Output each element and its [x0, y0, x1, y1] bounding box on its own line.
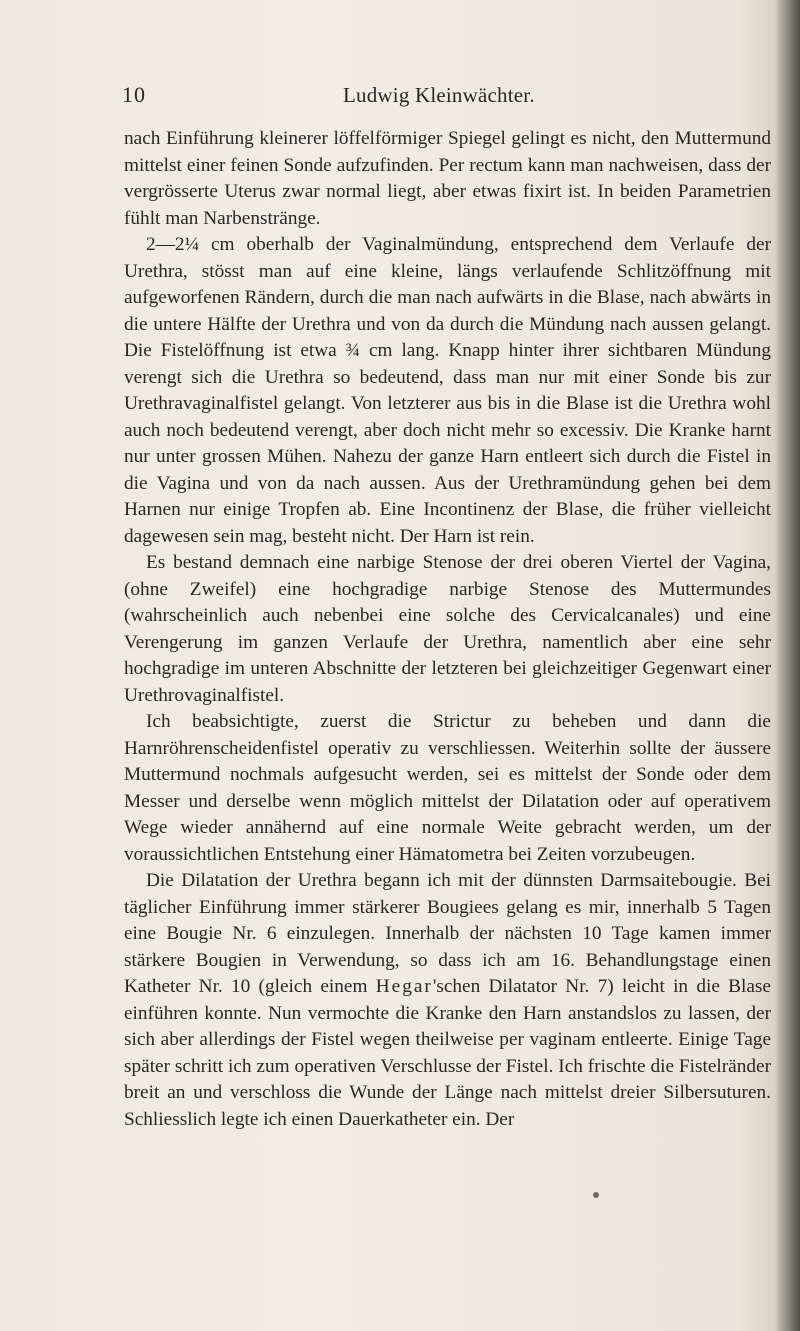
- page-header: [0, 82, 800, 122]
- paragraph-5-start: Die Dilatation der Urethra begann ich mit der dünnsten Darmsaitebougie. Bei täglicher Einführung immer stärkerer Bougiees gelang es mir, innerhalb 5 Tagen eine Bougie Nr. 6 einzulegen. Innerhalb der nächsten 10 Tage kamen immer stärkere Bougien in Verwendung, so dass ich am 16. Behandlungstage einen Katheter Nr. 10 (gleich einem: [124, 870, 771, 997]
- body-text: [124, 126, 771, 1133]
- ink-speck: [593, 1192, 599, 1198]
- paragraph-5: [124, 868, 771, 1133]
- paragraph-4: Ich beabsichtigte, zuerst die Strictur zu beheben und dann die Harnröhrenscheidenfistel operativ zu verschliessen. Weiterhin sollte der äussere Muttermund nochmals aufgesucht werden, sei es mittelst der Sonde oder dem Messer und derselbe wenn möglich mittelst der Dilatation oder auf operativem Wege wieder annähernd auf eine normale Weite gebracht werden, um der voraussichtlichen Entstehung einer Hämatometra bei Zeiten vorzubeugen.: [124, 711, 771, 865]
- paragraph-5-end: 'schen Dilatator Nr. 7) leicht in die Blase einführen konnte. Nun vermochte die Kranke den Harn anstandslos zu lassen, der sich aber allerdings der Fistel wegen theilweise per vaginam entleerte. Einige Tage später schritt ich zum operativen Verschlusse der Fistel. Ich frischte die Fistelränder breit an und verschloss die Wunde der Länge nach mittelst dreier Silbersuturen. Schliesslich legte ich einen Dauerkatheter ein. Der: [124, 976, 771, 1130]
- paragraph-3: Es bestand demnach eine narbige Stenose der drei oberen Viertel der Vagina, (ohne Zweifel) eine hochgradige narbige Stenose des Muttermundes (wahrscheinlich auch nebenbei eine solche des Cervicalcanales) und eine Verengerung im ganzen Verlaufe der Urethra, namentlich aber eine sehr hochgradige im unteren Abschnitte der letzteren bei gleichzeitiger Gegenwart einer Urethrovaginalfistel.: [124, 552, 771, 706]
- paragraph-1: nach Einführung kleinerer löffelförmiger Spiegel gelingt es nicht, den Muttermund mittelst einer feinen Sonde aufzufinden. Per rectum kann man nachweisen, dass der vergrösserte Uterus zwar normal liegt, aber etwas fixirt ist. In beiden Parametrien fühlt man Narbenstränge.: [124, 128, 771, 229]
- page-number: 10: [122, 82, 146, 107]
- spaced-name-hegar: Hegar: [375, 976, 433, 997]
- running-head: Ludwig Kleinwächter.: [343, 83, 535, 107]
- page-edge-shadow: [774, 0, 800, 1331]
- paragraph-2: 2—2¼ cm oberhalb der Vaginalmündung, entsprechend dem Verlaufe der Urethra, stösst man auf eine kleine, längs verlaufende Schlitzöffnung mit aufgeworfenen Rändern, durch die man nach aufwärts in die Blase, nach abwärts in die untere Hälfte der Urethra und von da durch die Mündung nach aussen gelangt. Die Fistelöffnung ist etwa ¾ cm lang. Knapp hinter ihrer sichtbaren Mündung verengt sich die Urethra so bedeutend, dass man nur mit einer Sonde bis zur Urethravaginalfistel gelangt. Von letzterer aus bis in die Blase ist die Urethra wohl auch noch bedeutend verengt, aber doch nicht mehr so excessiv. Die Kranke harnt nur unter grossen Mühen. Nahezu der ganze Harn entleert sich durch die Fistel in die Vagina und von da nach aussen. Aus der Urethramündung gehen bei dem Harnen nur einige Tropfen ab. Eine Incontinenz der Blase, die früher vielleicht dagewesen sein mag, besteht nicht. Der Harn ist rein.: [124, 234, 771, 547]
